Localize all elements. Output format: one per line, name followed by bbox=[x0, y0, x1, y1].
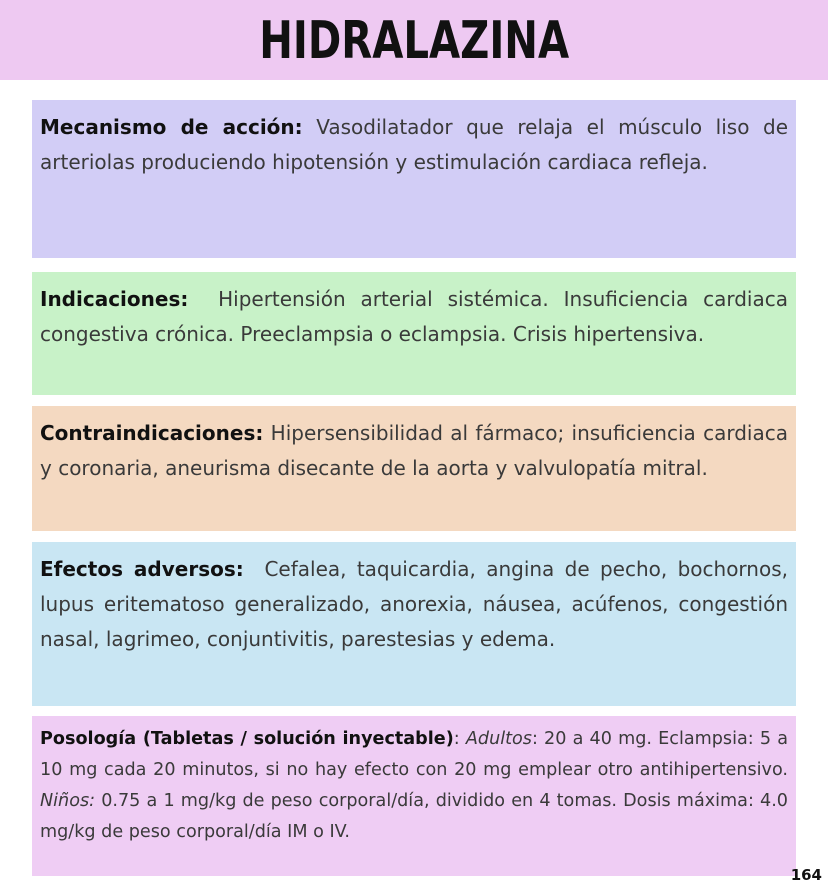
contraindicaciones-label: Contraindicaciones: bbox=[40, 421, 264, 445]
adultos-text: : 20 a 40 mg. Eclampsia: 5 a 10 mg cada 20 minutos, si no hay efecto con 20 mg emplear otro antihipertensivo. bbox=[40, 729, 788, 780]
efectos-text: Cefalea, taquicardia, angina de pecho, bochornos, lupus eritematoso generalizado, anorexia, náusea, acúfenos, congestión nasal, lagrimeo, conjuntivitis, parestesias y edema. bbox=[40, 557, 795, 651]
indicaciones-label: Indicaciones: bbox=[40, 287, 189, 311]
ninos-label: Niños: bbox=[40, 791, 96, 811]
title-banner bbox=[0, 0, 828, 80]
efectos-section bbox=[32, 542, 796, 706]
ninos-text: 0.75 a 1 mg/kg de peso corporal/día, dividido en 4 tomas. Dosis máxima: 4.0 mg/kg de peso corporal/día IM o IV. bbox=[40, 791, 788, 842]
indicaciones-text: Hipertensión arterial sistémica. Insuficiencia cardiaca congestiva crónica. Preeclampsia o eclampsia. Crisis hipertensiva. bbox=[40, 287, 795, 346]
posologia-colon: : bbox=[453, 729, 466, 749]
posologia-label: Posología (Tabletas / solución inyectable) bbox=[40, 729, 454, 749]
page-number: 164 bbox=[790, 866, 822, 884]
efectos-label: Efectos adversos: bbox=[40, 557, 244, 581]
mecanismo-text: Vasodilatador que relaja el músculo liso de arteriolas produciendo hipotensión y estimulación cardiaca refleja. bbox=[40, 115, 788, 174]
mecanismo-section bbox=[32, 100, 796, 258]
indicaciones-section bbox=[32, 272, 796, 395]
adultos-label: Adultos bbox=[465, 729, 532, 749]
contraindicaciones-section bbox=[32, 406, 796, 531]
contraindicaciones-text: Hipersensibilidad al fármaco; insuficiencia cardiaca y coronaria, aneurisma disecante de la aorta y valvulopatía mitral. bbox=[40, 421, 788, 480]
posologia-section bbox=[32, 716, 796, 876]
page-title: HIDRALAZINA bbox=[259, 11, 569, 71]
mecanismo-label: Mecanismo de acción: bbox=[40, 115, 303, 139]
